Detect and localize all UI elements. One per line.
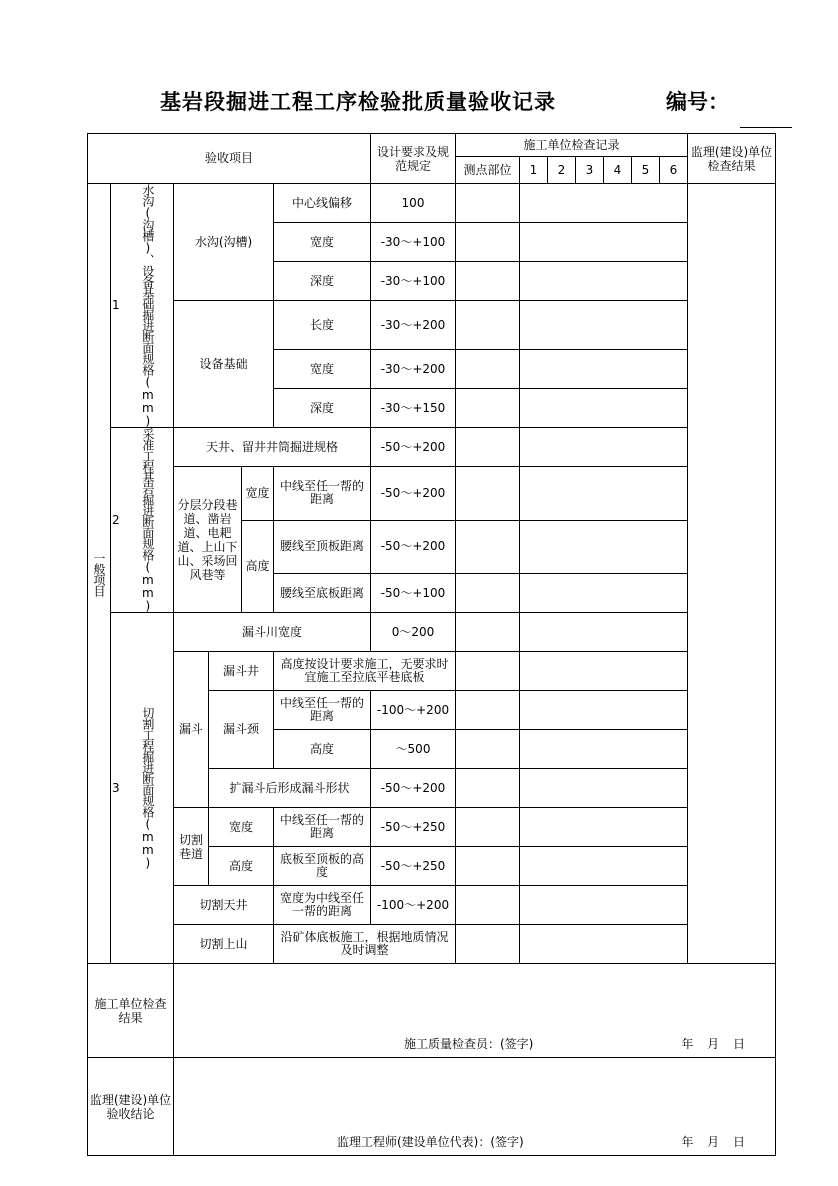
g2-row4-value: -50～+100 (371, 574, 456, 613)
header-col-2: 2 (548, 157, 576, 184)
g2-row2-record[interactable] (520, 467, 688, 521)
g3-neck2-value: ～500 (371, 730, 456, 769)
group3-name: 切割工程掘进断面规格(mm) (140, 707, 155, 869)
construction-sign-label: 施工质量检查员：(签字) (404, 1037, 534, 1051)
supervisor-conclusion-label: 监理(建设)单位验收结论 (88, 1058, 174, 1156)
g3-lane2-record[interactable] (520, 847, 688, 886)
g3-lane1-record[interactable] (520, 808, 688, 847)
group3-cut-lane: 切割巷道 (174, 808, 209, 886)
supervisor-result-cell[interactable] (688, 184, 776, 964)
g2-row3-item: 腰线至顶板距离 (274, 520, 371, 574)
group1-sub1: 水沟(沟槽) (174, 184, 274, 301)
supervisor-conclusion-cell[interactable] (174, 1058, 776, 1156)
header-col-6: 6 (660, 157, 688, 184)
header-design: 设计要求及规范规定 (371, 134, 456, 184)
g3-lane1-point[interactable] (456, 808, 520, 847)
g3-up-point[interactable] (456, 925, 520, 964)
g1-row2-value: -30～+100 (371, 223, 456, 262)
g2-row4-item: 腰线至底板距离 (274, 574, 371, 613)
group1-no: 1 (112, 298, 120, 312)
group3-funnel: 漏斗 (174, 652, 209, 808)
header-supervisor-result: 监理(建设)单位检查结果 (688, 134, 776, 184)
g3-lane2-point[interactable] (456, 847, 520, 886)
g3-row1-value: 0～200 (371, 613, 456, 652)
general-items-label: 一般项目 (88, 184, 111, 964)
g2-row3-value: -50～+200 (371, 520, 456, 574)
header-col-4: 4 (604, 157, 632, 184)
group3-no: 3 (112, 780, 120, 795)
g3-funnel-well-record[interactable] (520, 652, 688, 691)
g1-row3-record[interactable] (520, 262, 688, 301)
group3-cell (111, 613, 174, 964)
group2-width: 宽度 (242, 467, 274, 521)
g3-lane1-item: 中线至任一帮的距离 (274, 808, 371, 847)
g3-raise-point[interactable] (456, 886, 520, 925)
g3-raise-value: -100～+200 (371, 886, 456, 925)
g3-neck2-item: 高度 (274, 730, 371, 769)
supervisor-sign-label: 监理工程师(建设单位代表)：(签字) (337, 1135, 524, 1149)
group1-sub2: 设备基础 (174, 301, 274, 428)
g3-raise-item: 宽度为中线至任一帮的距离 (274, 886, 371, 925)
g3-lane2-value: -50～+250 (371, 847, 456, 886)
g1-row1-value: 100 (371, 184, 456, 223)
g3-up-record[interactable] (520, 925, 688, 964)
g1-row5-value: -30～+200 (371, 350, 456, 389)
group3-funnel-neck: 漏斗颈 (209, 691, 274, 769)
g2-row3-point[interactable] (456, 520, 520, 574)
group2-name: 采准工程基岩掘进断面规格(mm) (140, 428, 155, 612)
g3-row1-point[interactable] (456, 613, 520, 652)
g3-expand-item: 扩漏斗后形成漏斗形状 (209, 769, 371, 808)
g3-lane2-item: 底板至顶板的高度 (274, 847, 371, 886)
group2-sub: 分层分段巷道、凿岩道、电耙道、上山下山、采场回风巷等 (174, 467, 242, 613)
g3-expand-value: -50～+200 (371, 769, 456, 808)
g3-neck1-value: -100～+200 (371, 691, 456, 730)
g3-funnel-well-point[interactable] (456, 652, 520, 691)
g3-up-sub: 切割上山 (174, 925, 274, 964)
g2-row1-item: 天井、留井井筒掘进规格 (174, 428, 371, 467)
construction-result-cell[interactable] (174, 964, 776, 1058)
g1-row1-record[interactable] (520, 184, 688, 223)
g1-row6-value: -30～+150 (371, 389, 456, 428)
g1-row4-record[interactable] (520, 301, 688, 350)
g1-row1-point[interactable] (456, 184, 520, 223)
g1-row5-item: 宽度 (274, 350, 371, 389)
g2-row3-record[interactable] (520, 520, 688, 574)
g1-row2-item: 宽度 (274, 223, 371, 262)
g2-row1-point[interactable] (456, 428, 520, 467)
g1-row5-point[interactable] (456, 350, 520, 389)
g1-row1-item: 中心线偏移 (274, 184, 371, 223)
g1-row5-record[interactable] (520, 350, 688, 389)
g3-neck2-record[interactable] (520, 730, 688, 769)
g3-neck1-item: 中线至任一帮的距离 (274, 691, 371, 730)
g2-row1-record[interactable] (520, 428, 688, 467)
group2-no: 2 (112, 512, 120, 527)
group2-height: 高度 (242, 520, 274, 613)
construction-result-label: 施工单位检查结果 (88, 964, 174, 1058)
g3-expand-record[interactable] (520, 769, 688, 808)
number-label: 编号： (666, 90, 729, 114)
g1-row3-point[interactable] (456, 262, 520, 301)
header-item: 验收项目 (88, 134, 371, 184)
g3-lane1-sub: 宽度 (209, 808, 274, 847)
header-measure-point: 测点部位 (456, 157, 520, 184)
supervisor-date-label: 年 月 日 (681, 1135, 745, 1149)
g1-row6-item: 深度 (274, 389, 371, 428)
group1-name: 水沟(沟槽)、设备基础掘进断面规格(mm) (140, 184, 155, 427)
g2-row2-value: -50～+200 (371, 467, 456, 521)
g1-row6-record[interactable] (520, 389, 688, 428)
inspection-table (87, 133, 776, 1156)
g1-row2-record[interactable] (520, 223, 688, 262)
g3-neck1-point[interactable] (456, 691, 520, 730)
g2-row1-value: -50～+200 (371, 428, 456, 467)
header-construction-record: 施工单位检查记录 (456, 134, 688, 157)
g1-row2-point[interactable] (456, 223, 520, 262)
header-col-1: 1 (520, 157, 548, 184)
g3-row1-record[interactable] (520, 613, 688, 652)
g3-raise-sub: 切割天井 (174, 886, 274, 925)
g1-row3-value: -30～+100 (371, 262, 456, 301)
construction-date-label: 年 月 日 (681, 1037, 745, 1051)
g3-lane2-sub: 高度 (209, 847, 274, 886)
g3-row1-item: 漏斗川宽度 (174, 613, 371, 652)
g2-row4-record[interactable] (520, 574, 688, 613)
g3-up-item: 沿矿体底板施工，根据地质情况及时调整 (274, 925, 456, 964)
g3-neck2-point[interactable] (456, 730, 520, 769)
header-col-3: 3 (576, 157, 604, 184)
g1-row3-item: 深度 (274, 262, 371, 301)
g1-row6-point[interactable] (456, 389, 520, 428)
g3-raise-record[interactable] (520, 886, 688, 925)
header-col-5: 5 (632, 157, 660, 184)
g3-neck1-record[interactable] (520, 691, 688, 730)
g1-row4-point[interactable] (456, 301, 520, 350)
g3-funnel-well-item: 高度按设计要求施工，无要求时宜施工至拉底平巷底板 (274, 652, 456, 691)
group1-cell (111, 184, 174, 428)
page-title: 基岩段掘进工程工序检验批质量验收记录 (160, 90, 556, 114)
g2-row4-point[interactable] (456, 574, 520, 613)
g3-expand-point[interactable] (456, 769, 520, 808)
group2-cell (111, 428, 174, 613)
g2-row2-item: 中线至任一帮的距离 (274, 467, 371, 521)
g1-row4-item: 长度 (274, 301, 371, 350)
group3-funnel-well: 漏斗井 (209, 652, 274, 691)
g3-lane1-value: -50～+250 (371, 808, 456, 847)
g2-row2-point[interactable] (456, 467, 520, 521)
number-field-line[interactable] (740, 127, 792, 128)
g1-row4-value: -30～+200 (371, 301, 456, 350)
